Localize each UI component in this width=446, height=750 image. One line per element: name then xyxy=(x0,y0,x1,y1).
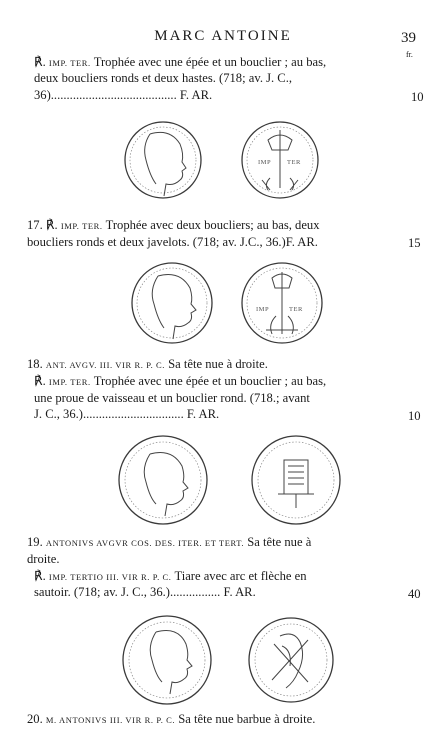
entry-19-price: 40 xyxy=(408,587,421,601)
entry-16-price: 10 xyxy=(411,90,424,104)
entry-18-line-1: 18. ANT. AVGV. III. VIR R. P. C. Sa tête nue à droite. xyxy=(27,357,268,371)
entry-17-price: 15 xyxy=(408,236,421,250)
entry-18-line-4: J. C., 36.)................................ F. AR. xyxy=(34,407,220,421)
coin-2-legend-right: TER xyxy=(289,306,303,313)
entry-16-line-3: 36)........................................ F. AR. xyxy=(34,88,213,102)
entry-19-line-2: droite. xyxy=(27,552,60,566)
price-unit-label: fr. xyxy=(406,50,413,59)
entry-16-line-1: ℟. IMP. TER. Trophée avec une épée et un bouclier ; au bas, xyxy=(34,55,327,69)
entry-19-line-3: ℟. IMP. TERTIO III. VIR R. P. C. Tiare avec arc et flèche en xyxy=(34,569,307,583)
coin-plate-3 xyxy=(0,432,446,528)
entry-18-line-3: une proue de vaisseau et un bouclier rond. (718.; avant xyxy=(34,391,310,405)
entry-18-line-2: ℟. IMP. TER. Trophée avec une épée et un bouclier ; au bas, xyxy=(34,374,327,388)
entry-19-line-4: sautoir. (718; av. J. C., 36.)................ F. AR. xyxy=(34,585,256,599)
coin-reverse-2 xyxy=(242,263,322,343)
coin-reverse-3 xyxy=(252,436,340,524)
coin-obverse-3 xyxy=(119,436,207,524)
entry-17-line-1: 17. ℟. IMP. TER. Trophée avec deux boucliers; au bas, deux xyxy=(27,218,320,232)
coin-obverse-2 xyxy=(132,263,212,343)
coin-reverse-4 xyxy=(249,618,333,702)
coin-plate-2 xyxy=(0,258,446,348)
entry-19-line-1: 19. ANTONIVS AVGVR COS. DES. ITER. ET TERT. Sa tête nue à xyxy=(27,535,312,549)
page-header-title: MARC ANTOINE xyxy=(154,28,292,44)
page-number: 39 xyxy=(401,30,416,46)
coin-plate-4 xyxy=(0,610,446,706)
coin-1-legend-right: TER xyxy=(287,159,301,166)
entry-20-line-1: 20. M. ANTONIVS III. VIR R. P. C. Sa tête nue barbue à droite. xyxy=(27,712,316,726)
coin-plate-1 xyxy=(0,118,446,202)
entry-17-line-2: boucliers ronds et deux javelots. (718; av. J.C., 36.)F. AR. xyxy=(27,235,318,249)
coin-2-legend-left: IMP xyxy=(256,306,270,313)
coin-reverse-1 xyxy=(242,122,318,198)
coin-obverse-4 xyxy=(123,616,211,704)
coin-1-legend-left: IMP xyxy=(258,159,272,166)
entry-18-price: 10 xyxy=(408,409,421,423)
entry-16-line-2: deux boucliers ronds et deux hastes. (718; av. J. C., xyxy=(34,71,293,85)
coin-obverse-1 xyxy=(125,122,201,198)
